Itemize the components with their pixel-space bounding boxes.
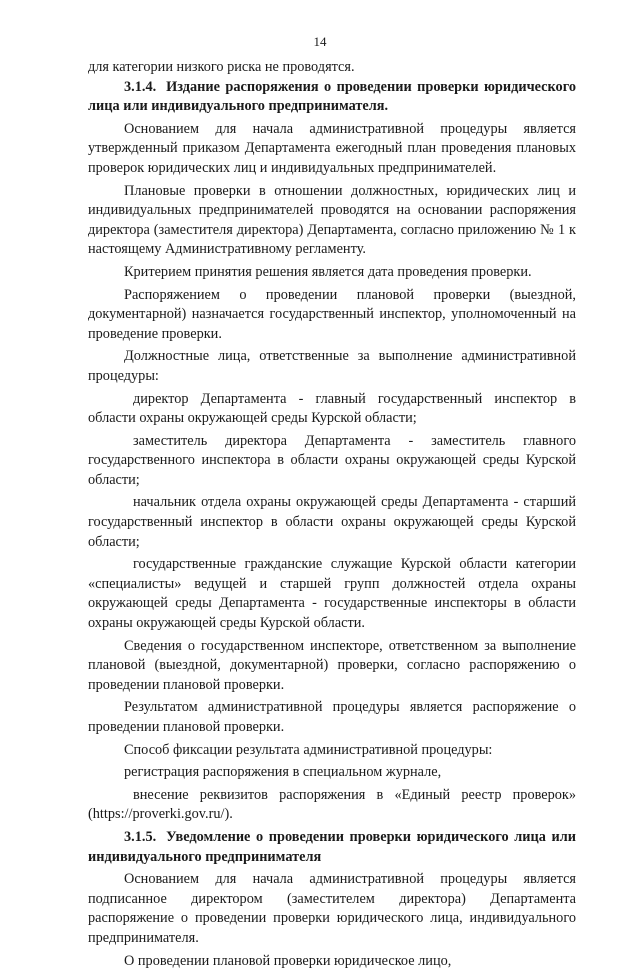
- list-item-civil-servants: государственные гражданские служащие Курской области категории «специалисты» ведущей и старшей групп должностей отдела охраны окружающей среды Департамента - государственные инспекторы в области охраны окружающей среды Курской области.: [88, 556, 576, 632]
- paragraph-14: внесение реквизитов распоряжения в «Единый реестр проверок» (https://proverki.gov.ru/).: [88, 786, 576, 823]
- heading-number: 3.1.4.: [124, 78, 157, 95]
- document-body: [88, 58, 576, 971]
- heading-number: 3.1.5.: [124, 828, 157, 845]
- heading-text: Издание распоряжения о проведении проверки юридического лица или индивидуального предпринимателя.: [88, 78, 576, 115]
- paragraph-3: Критерием принятия решения является дата проведения проверки.: [124, 263, 532, 280]
- list-item-head-of-department: начальник отдела охраны окружающей среды Департамента - старший государственный инспектор в области охраны окружающей среды Курской области;: [88, 494, 576, 550]
- list-item-deputy: заместитель директора Департамента - заместитель главного государственного инспектора в области охраны окружающей среды Курской области;: [88, 432, 576, 488]
- heading-text: Уведомление о проведении проверки юридического лица или индивидуального предпринимателя: [88, 828, 576, 865]
- paragraph-2: Плановые проверки в отношении должностных, юридических лиц и индивидуальных предпринимателей проводятся на основании распоряжения директора (заместителя директора) Департамента, согласно приложению № 1 к настоящему Административному регламенту.: [88, 182, 576, 258]
- paragraph-11: Результатом административной процедуры является распоряжение о проведении плановой проверки.: [88, 699, 576, 735]
- list-item-director: директор Департамента - главный государственный инспектор в области охраны окружающей среды Курской области;: [88, 390, 576, 427]
- paragraph-4: Распоряжением о проведении плановой проверки (выездной, документарной) назначается государственный инспектор, уполномоченный на проведение проверки.: [88, 286, 576, 342]
- paragraph-12: Способ фиксации результата административной процедуры:: [124, 741, 493, 758]
- section-heading-3-1-5: [88, 828, 576, 867]
- paragraph-16: О проведении плановой проверки юридическое лицо,: [124, 952, 452, 969]
- paragraph-0: для категории низкого риска не проводятся.: [88, 59, 355, 75]
- page-number: 14: [313, 34, 327, 49]
- paragraph-5: Должностные лица, ответственные за выполнение административной процедуры:: [88, 348, 576, 384]
- paragraph-15: Основанием для начала административной процедуры является подписанное директором (заместителем директора) Департамента распоряжение о проведении проверки юридического лица, индивидуального предпринимателя.: [88, 871, 576, 946]
- paragraph-10: Сведения о государственном инспекторе, ответственном за выполнение плановой (выездной, документарной) проверки, согласно распоряжению о проведении плановой проверки.: [88, 637, 576, 693]
- paragraph-1: Основанием для начала административной процедуры является утвержденный приказом Департамента ежегодный план проведения плановых проверок юридических лиц и индивидуальных предпринимателей.: [88, 120, 576, 176]
- section-heading-3-1-4: [88, 78, 576, 117]
- paragraph-13: регистрация распоряжения в специальном журнале,: [124, 764, 442, 781]
